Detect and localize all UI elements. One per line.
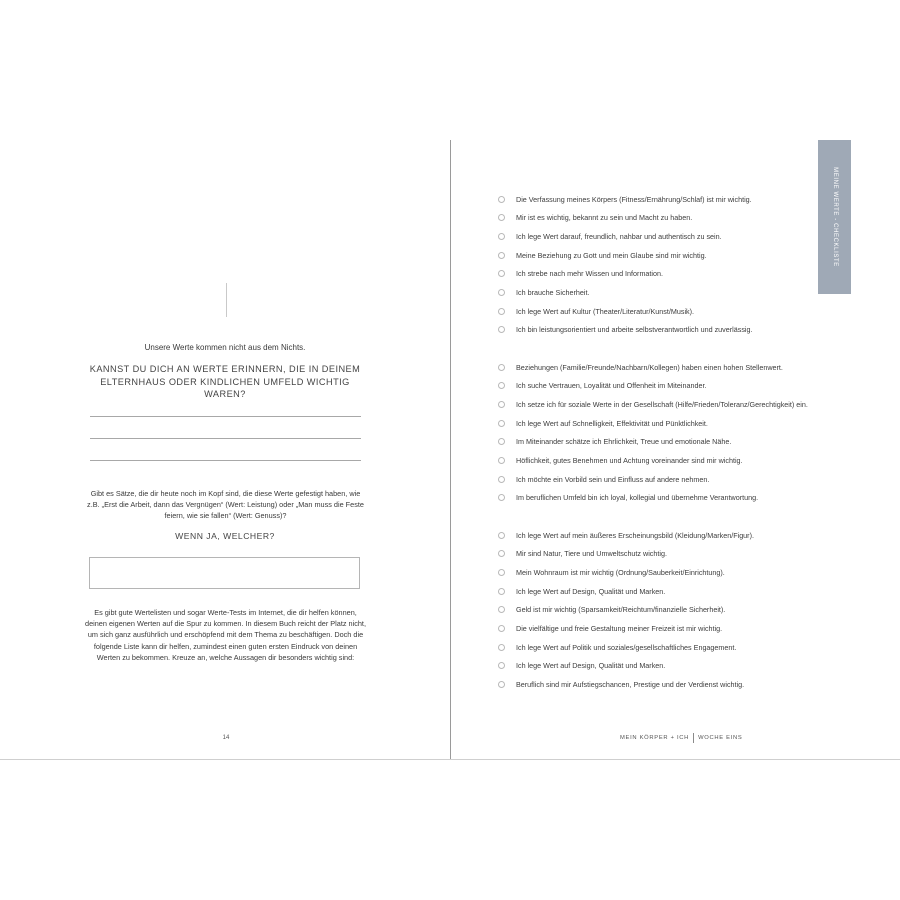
checklist-item[interactable] — [498, 529, 754, 541]
checklist-item-label: Im beruflichen Umfeld bin ich loyal, kollegial und übernehme Verantwortung. — [516, 493, 759, 503]
checklist-item[interactable] — [498, 585, 665, 597]
checkbox-circle-icon[interactable] — [498, 270, 505, 277]
answer-line-3[interactable] — [90, 460, 361, 461]
checklist-item-label: Im Miteinander schätze ich Ehrlichkeit, Treue und emotionale Nähe. — [516, 437, 732, 447]
checkbox-circle-icon[interactable] — [498, 420, 505, 427]
checkbox-circle-icon[interactable] — [498, 214, 505, 221]
book-spine — [450, 140, 451, 759]
checklist-item-label: Beruflich sind mir Aufstiegschancen, Prestige und der Verdienst wichtig. — [516, 680, 745, 690]
checklist-item[interactable] — [498, 417, 708, 429]
checklist-item-label: Geld ist mir wichtig (Sparsamkeit/Reichtum/finanzielle Sicherheit). — [516, 605, 726, 615]
checkbox-circle-icon[interactable] — [498, 382, 505, 389]
page-bottom-edge — [0, 759, 900, 760]
checkbox-circle-icon[interactable] — [498, 476, 505, 483]
decorative-vertical-line — [226, 283, 227, 317]
checklist-item-label: Ich setze ich für soziale Werte in der Gesellschaft (Hilfe/Frieden/Toleranz/Gerechtigkeit) ein. — [516, 399, 808, 409]
checklist-item-label: Ich brauche Sicherheit. — [516, 288, 590, 297]
checklist-item-label: Ich lege Wert auf mein äußeres Erscheinungsbild (Kleidung/Marken/Figur). — [516, 530, 754, 540]
checklist-item[interactable] — [498, 455, 743, 467]
checklist-item-label: Ich bin leistungsorientiert und arbeite selbstverantwortlich und zuverlässig. — [516, 325, 753, 335]
footer-week: WOCHE EINS — [698, 735, 743, 741]
checkbox-circle-icon[interactable] — [498, 494, 505, 501]
checklist-item-label: Mir ist es wichtig, bekannt zu sein und Macht zu haben. — [516, 213, 693, 223]
checklist-item[interactable] — [498, 604, 725, 616]
sayings-paragraph: Gibt es Sätze, die dir heute noch im Kopf sind, die diese Werte gefestigt haben, wie z.B. „Erst die Arbeit, dann das Vergnügen“ (Wert: Leistung) oder „Man muss die Feste feiern, wie sie fallen“ (Wert: Genuss)? — [87, 489, 364, 521]
checkbox-circle-icon[interactable] — [498, 308, 505, 315]
checklist-item[interactable] — [498, 361, 783, 373]
checklist-item-label: Ich suche Vertrauen, Loyalität und Offenheit im Miteinander. — [516, 381, 707, 391]
checkbox-circle-icon[interactable] — [498, 588, 505, 595]
checklist-item[interactable] — [498, 679, 744, 691]
footer-separator — [693, 733, 694, 743]
checklist-item-label: Ich möchte ein Vorbild sein und Einfluss auf andere nehmen. — [516, 474, 710, 484]
checklist-item[interactable] — [498, 566, 725, 578]
checkbox-circle-icon[interactable] — [498, 662, 505, 669]
checklist-item-label: Ich lege Wert auf Kultur (Theater/Literatur/Kunst/Musik). — [516, 306, 695, 316]
intro-text: Unsere Werte kommen nicht aus dem Nichts. — [144, 343, 306, 352]
checklist-item[interactable] — [498, 492, 758, 504]
checklist-item-label: Höflichkeit, gutes Benehmen und Achtung voreinander sind mir wichtig. — [516, 456, 743, 465]
checkbox-circle-icon[interactable] — [498, 233, 505, 240]
checkbox-circle-icon[interactable] — [498, 326, 505, 333]
checklist-item[interactable] — [498, 380, 706, 392]
checklist-item[interactable] — [498, 193, 752, 205]
checklist-item[interactable] — [498, 287, 590, 299]
checklist-item[interactable] — [498, 436, 731, 448]
checklist-item[interactable] — [498, 548, 667, 560]
chapter-tab-label: MEINE WERTE - CHECKLISTE — [831, 167, 838, 267]
question-heading: KANNST DU DICH AN WERTE ERINNERN, DIE IN DEINEM ELTERNHAUS ODER KINDLICHEN UMFELD WICHTIG WAREN? — [89, 364, 361, 399]
checklist-item-label: Die vielfältige und freie Gestaltung meiner Freizeit ist mir wichtig. — [516, 624, 723, 633]
checkbox-circle-icon[interactable] — [498, 364, 505, 371]
checkbox-circle-icon[interactable] — [498, 401, 505, 408]
subquestion-heading: WENN JA, WELCHER? — [175, 531, 275, 541]
checklist-item[interactable] — [498, 641, 736, 653]
checklist-item[interactable] — [498, 230, 722, 242]
checklist-item-label: Ich lege Wert auf Design, Qualität und Marken. — [516, 661, 666, 671]
checklist-item-label: Ich lege Wert darauf, freundlich, nahbar und authentisch zu sein. — [516, 231, 722, 241]
page-number: 14 — [222, 735, 230, 741]
checklist-item[interactable] — [498, 623, 722, 635]
checklist-item-label: Mein Wohnraum ist mir wichtig (Ordnung/Sauberkeit/Einrichtung). — [516, 567, 725, 577]
checkbox-circle-icon[interactable] — [498, 681, 505, 688]
value-tests-paragraph: Es gibt gute Wertelisten und sogar Werte-Tests im Internet, die dir helfen können, deinen eigenen Werten auf die Spur zu kommen. In diesem Buch reicht der Platz nicht, um sich ganz ausführlich und erschöpfend mit dem Thema zu beschäftigen. Doch die folgende Liste kann dir helfen, zumindest einen guten ersten Eindruck von deinen Werten zu bekommen. Kreuze an, welche Aussagen dir besonders wichtig sind: — [85, 608, 366, 662]
answer-line-2[interactable] — [90, 438, 361, 439]
checkbox-circle-icon[interactable] — [498, 644, 505, 651]
checklist-item-label: Ich strebe nach mehr Wissen und Information. — [516, 269, 664, 279]
checkbox-circle-icon[interactable] — [498, 196, 505, 203]
checklist-item-label: Meine Beziehung zu Gott und mein Glaube sind mir wichtig. — [516, 250, 707, 260]
checkbox-circle-icon[interactable] — [498, 457, 505, 464]
checkbox-circle-icon[interactable] — [498, 625, 505, 632]
checkbox-circle-icon[interactable] — [498, 532, 505, 539]
checklist-item-label: Die Verfassung meines Körpers (Fitness/Ernährung/Schlaf) ist mir wichtig. — [516, 194, 752, 204]
answer-box[interactable] — [89, 557, 360, 589]
checkbox-circle-icon[interactable] — [498, 438, 505, 445]
checkbox-circle-icon[interactable] — [498, 252, 505, 259]
checklist-item-label: Ich lege Wert auf Politik und soziales/gesellschaftliches Engagement. — [516, 642, 737, 652]
answer-line-1[interactable] — [90, 416, 361, 417]
checkbox-circle-icon[interactable] — [498, 569, 505, 576]
chapter-tab — [818, 140, 851, 294]
checklist-item-label: Mir sind Natur, Tiere und Umweltschutz wichtig. — [516, 549, 667, 559]
checkbox-circle-icon[interactable] — [498, 289, 505, 296]
checklist-item-label: Ich lege Wert auf Design, Qualität und Marken. — [516, 586, 666, 596]
footer-book-title: MEIN KÖRPER + ICH — [620, 735, 690, 741]
checklist-item[interactable] — [498, 660, 665, 672]
checklist-item-label: Beziehungen (Familie/Freunde/Nachbarn/Kollegen) haben einen hohen Stellenwert. — [516, 362, 783, 372]
checklist-item[interactable] — [498, 249, 707, 261]
checklist-item[interactable] — [498, 398, 808, 410]
checkbox-circle-icon[interactable] — [498, 550, 505, 557]
checklist-item[interactable] — [498, 324, 753, 336]
checkbox-circle-icon[interactable] — [498, 606, 505, 613]
checklist-item-label: Ich lege Wert auf Schnelligkeit, Effektivität und Pünktlichkeit. — [516, 418, 708, 428]
checklist-item[interactable] — [498, 473, 709, 485]
checklist-item[interactable] — [498, 212, 692, 224]
running-footer — [620, 733, 742, 743]
checklist-item[interactable] — [498, 268, 663, 280]
checklist-item[interactable] — [498, 305, 694, 317]
